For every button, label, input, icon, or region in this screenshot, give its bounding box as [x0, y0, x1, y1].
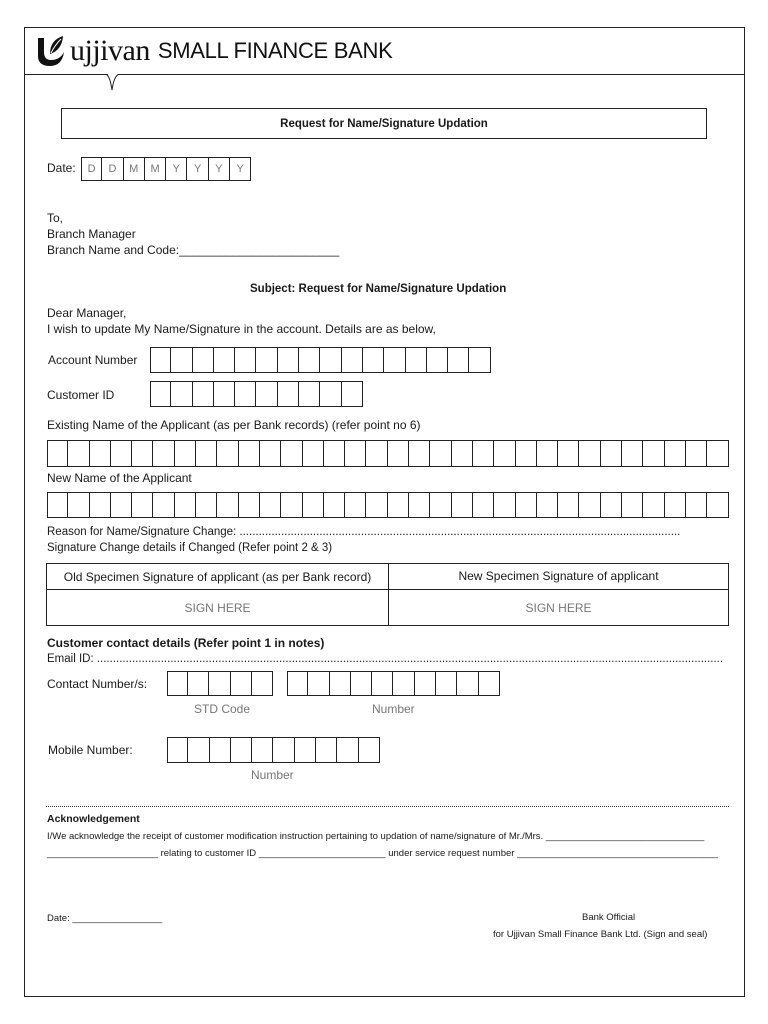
new-signature-area[interactable]: SIGN HERE: [525, 600, 592, 615]
bank-official-label: Bank Official: [582, 912, 636, 923]
bank-logo: [36, 33, 392, 69]
std-code-boxes[interactable]: [167, 671, 273, 696]
intro-text: I wish to update My Name/Signature in the account. Details are as below,: [47, 322, 436, 336]
char-box[interactable]: [351, 671, 372, 696]
old-signature-area[interactable]: SIGN HERE: [184, 600, 251, 615]
char-box[interactable]: [132, 440, 153, 467]
char-box[interactable]: [388, 492, 409, 518]
char-box[interactable]: [643, 440, 664, 467]
char-box[interactable]: [188, 737, 209, 763]
char-box[interactable]: [287, 671, 308, 696]
char-box[interactable]: [342, 381, 363, 407]
acknowledgement-line-2: _____________________ relating to customer ID ________________________ under service request number ______________________________________: [47, 848, 718, 859]
char-box[interactable]: [537, 440, 558, 467]
char-box[interactable]: [47, 492, 68, 518]
char-box[interactable]: [601, 492, 622, 518]
char-box[interactable]: [252, 671, 273, 696]
signature-table: [46, 563, 729, 626]
char-box[interactable]: [448, 347, 469, 373]
char-box[interactable]: [217, 440, 238, 467]
char-box[interactable]: [516, 440, 537, 467]
char-box[interactable]: [430, 492, 451, 518]
char-box[interactable]: [452, 492, 473, 518]
char-box[interactable]: [393, 671, 414, 696]
char-box[interactable]: [273, 737, 294, 763]
char-box[interactable]: [579, 440, 600, 467]
char-box[interactable]: [366, 492, 387, 518]
date-label: Date:: [47, 161, 76, 175]
char-box[interactable]: [171, 347, 192, 373]
char-box[interactable]: [494, 492, 515, 518]
char-box[interactable]: [665, 440, 686, 467]
char-box[interactable]: [452, 440, 473, 467]
existing-name-label: Existing Name of the Applicant (as per Bank records) (refer point no 6): [47, 418, 421, 432]
char-box[interactable]: [388, 440, 409, 467]
old-signature-header: Old Specimen Signature of applicant (as per Bank record): [63, 569, 372, 584]
char-box[interactable]: [707, 440, 728, 467]
char-box[interactable]: [111, 440, 132, 467]
char-box[interactable]: [303, 440, 324, 467]
char-box[interactable]: [256, 381, 277, 407]
char-box[interactable]: [281, 440, 302, 467]
char-box[interactable]: [516, 492, 537, 518]
account-number-boxes[interactable]: [150, 347, 491, 373]
logo-subtitle-text: SMALL FINANCE BANK: [157, 38, 393, 63]
char-box[interactable]: [281, 492, 302, 518]
char-box[interactable]: [278, 381, 299, 407]
char-box[interactable]: [686, 492, 707, 518]
acknowledgement-date[interactable]: Date: _________________: [47, 913, 163, 924]
char-box[interactable]: [260, 492, 281, 518]
char-box[interactable]: [320, 347, 341, 373]
date-cell[interactable]: Y: [187, 157, 208, 181]
char-box[interactable]: [479, 671, 500, 696]
char-box[interactable]: [111, 492, 132, 518]
char-box[interactable]: [415, 671, 436, 696]
char-box[interactable]: [469, 347, 490, 373]
email-field[interactable]: Email ID: ....................................................................................................................................................................................................: [47, 653, 724, 665]
char-box[interactable]: [324, 440, 345, 467]
char-box[interactable]: [214, 381, 235, 407]
char-box[interactable]: [217, 492, 238, 518]
char-box[interactable]: [337, 737, 358, 763]
header-divider-left: [24, 74, 108, 75]
char-box[interactable]: [132, 492, 153, 518]
char-box[interactable]: [188, 671, 209, 696]
char-box[interactable]: [457, 671, 478, 696]
char-box[interactable]: [558, 440, 579, 467]
char-box[interactable]: [68, 440, 89, 467]
char-box[interactable]: [260, 440, 281, 467]
char-box[interactable]: [299, 347, 320, 373]
char-box[interactable]: [153, 440, 174, 467]
char-box[interactable]: [299, 381, 320, 407]
new-name-boxes[interactable]: [47, 492, 729, 518]
date-cell[interactable]: M: [145, 157, 166, 181]
char-box[interactable]: [68, 492, 89, 518]
char-box[interactable]: [239, 440, 260, 467]
char-box[interactable]: [342, 347, 363, 373]
signature-change-label: Signature Change details if Changed (Refer point 2 & 3): [47, 542, 333, 554]
char-box[interactable]: [330, 671, 351, 696]
ujjivan-leaf-icon: [36, 34, 66, 68]
logo-brand-text: ujjivan: [70, 34, 150, 67]
char-box[interactable]: [153, 492, 174, 518]
char-box[interactable]: [430, 440, 451, 467]
date-cell[interactable]: Y: [230, 157, 251, 181]
account-number-label: Account Number: [48, 353, 138, 367]
char-box[interactable]: [324, 492, 345, 518]
char-box[interactable]: [196, 492, 217, 518]
char-box[interactable]: [231, 671, 252, 696]
char-box[interactable]: [167, 671, 188, 696]
char-box[interactable]: [295, 737, 316, 763]
contact-numbers-label: Contact Number/s:: [47, 677, 148, 691]
char-box[interactable]: [316, 737, 337, 763]
branch-name-code-field[interactable]: Branch Name and Code:________________________: [47, 243, 340, 257]
char-box[interactable]: [409, 440, 430, 467]
acknowledgement-separator: [46, 806, 729, 807]
char-box[interactable]: [579, 492, 600, 518]
char-box[interactable]: [256, 347, 277, 373]
acknowledgement-line-1: I/We acknowledge the receipt of customer modification instruction pertaining to updation of name/signature of Mr./Mrs. ______________________________: [47, 831, 705, 842]
header-notch: [106, 74, 120, 92]
new-signature-header: New Specimen Signature of applicant: [458, 569, 659, 583]
char-box[interactable]: [409, 492, 430, 518]
char-box[interactable]: [359, 737, 380, 763]
char-box[interactable]: [252, 737, 273, 763]
mobile-number-caption: Number: [251, 768, 294, 782]
char-box[interactable]: [209, 671, 230, 696]
char-box[interactable]: [345, 440, 366, 467]
char-box[interactable]: [171, 381, 192, 407]
char-box[interactable]: [363, 347, 384, 373]
char-box[interactable]: [427, 347, 448, 373]
char-box[interactable]: [239, 492, 260, 518]
form-title: Request for Name/Signature Updation: [61, 108, 707, 139]
char-box[interactable]: [210, 737, 231, 763]
std-code-caption: STD Code: [194, 702, 251, 716]
char-box[interactable]: [665, 492, 686, 518]
char-box[interactable]: [643, 492, 664, 518]
char-box[interactable]: [47, 440, 68, 467]
char-box[interactable]: [622, 492, 643, 518]
char-box[interactable]: [494, 440, 515, 467]
contact-heading: Customer contact details (Refer point 1 in notes): [47, 636, 325, 650]
date-cell[interactable]: D: [81, 157, 102, 181]
number-caption: Number: [372, 702, 415, 716]
date-input-boxes[interactable]: [81, 157, 251, 181]
char-box[interactable]: [345, 492, 366, 518]
char-box[interactable]: [366, 440, 387, 467]
salutation: Dear Manager,: [47, 306, 127, 320]
bank-sign-seal-label: for Ujjivan Small Finance Bank Ltd. (Sign and seal): [493, 929, 708, 940]
to-label: To,: [47, 211, 64, 225]
mobile-number-boxes[interactable]: [167, 737, 380, 763]
date-cell[interactable]: D: [102, 157, 123, 181]
char-box[interactable]: [601, 440, 622, 467]
char-box[interactable]: [537, 492, 558, 518]
char-box[interactable]: [175, 440, 196, 467]
char-box[interactable]: [473, 440, 494, 467]
char-box[interactable]: [175, 492, 196, 518]
char-box[interactable]: [90, 492, 111, 518]
char-box[interactable]: [235, 381, 256, 407]
char-box[interactable]: [320, 381, 341, 407]
char-box[interactable]: [622, 440, 643, 467]
acknowledgement-heading: Acknowledgement: [47, 813, 140, 825]
char-box[interactable]: [384, 347, 405, 373]
char-box[interactable]: [436, 671, 457, 696]
char-box[interactable]: [193, 381, 214, 407]
date-cell[interactable]: Y: [209, 157, 230, 181]
header-divider-right: [118, 74, 745, 75]
char-box[interactable]: [707, 492, 728, 518]
char-box[interactable]: [235, 347, 256, 373]
char-box[interactable]: [372, 671, 393, 696]
date-cell[interactable]: M: [124, 157, 145, 181]
char-box[interactable]: [150, 381, 171, 407]
char-box[interactable]: [473, 492, 494, 518]
char-box[interactable]: [558, 492, 579, 518]
date-cell[interactable]: Y: [166, 157, 187, 181]
char-box[interactable]: [196, 440, 217, 467]
char-box[interactable]: [278, 347, 299, 373]
char-box[interactable]: [90, 440, 111, 467]
subject-line: Subject: Request for Name/Signature Updation: [250, 283, 507, 295]
reason-field[interactable]: Reason for Name/Signature Change: ..........................................................................................................................................: [47, 526, 681, 538]
existing-name-boxes[interactable]: [47, 440, 729, 467]
customer-id-label: Customer ID: [47, 388, 115, 402]
char-box[interactable]: [167, 737, 188, 763]
char-box[interactable]: [193, 347, 214, 373]
char-box[interactable]: [686, 440, 707, 467]
contact-number-boxes[interactable]: [287, 671, 500, 696]
char-box[interactable]: [406, 347, 427, 373]
mobile-label: Mobile Number:: [48, 743, 133, 757]
char-box[interactable]: [214, 347, 235, 373]
char-box[interactable]: [150, 347, 171, 373]
char-box[interactable]: [231, 737, 252, 763]
new-name-label: New Name of the Applicant: [47, 471, 192, 485]
char-box[interactable]: [303, 492, 324, 518]
customer-id-boxes[interactable]: [150, 381, 363, 407]
branch-manager-label: Branch Manager: [47, 227, 136, 241]
char-box[interactable]: [308, 671, 329, 696]
